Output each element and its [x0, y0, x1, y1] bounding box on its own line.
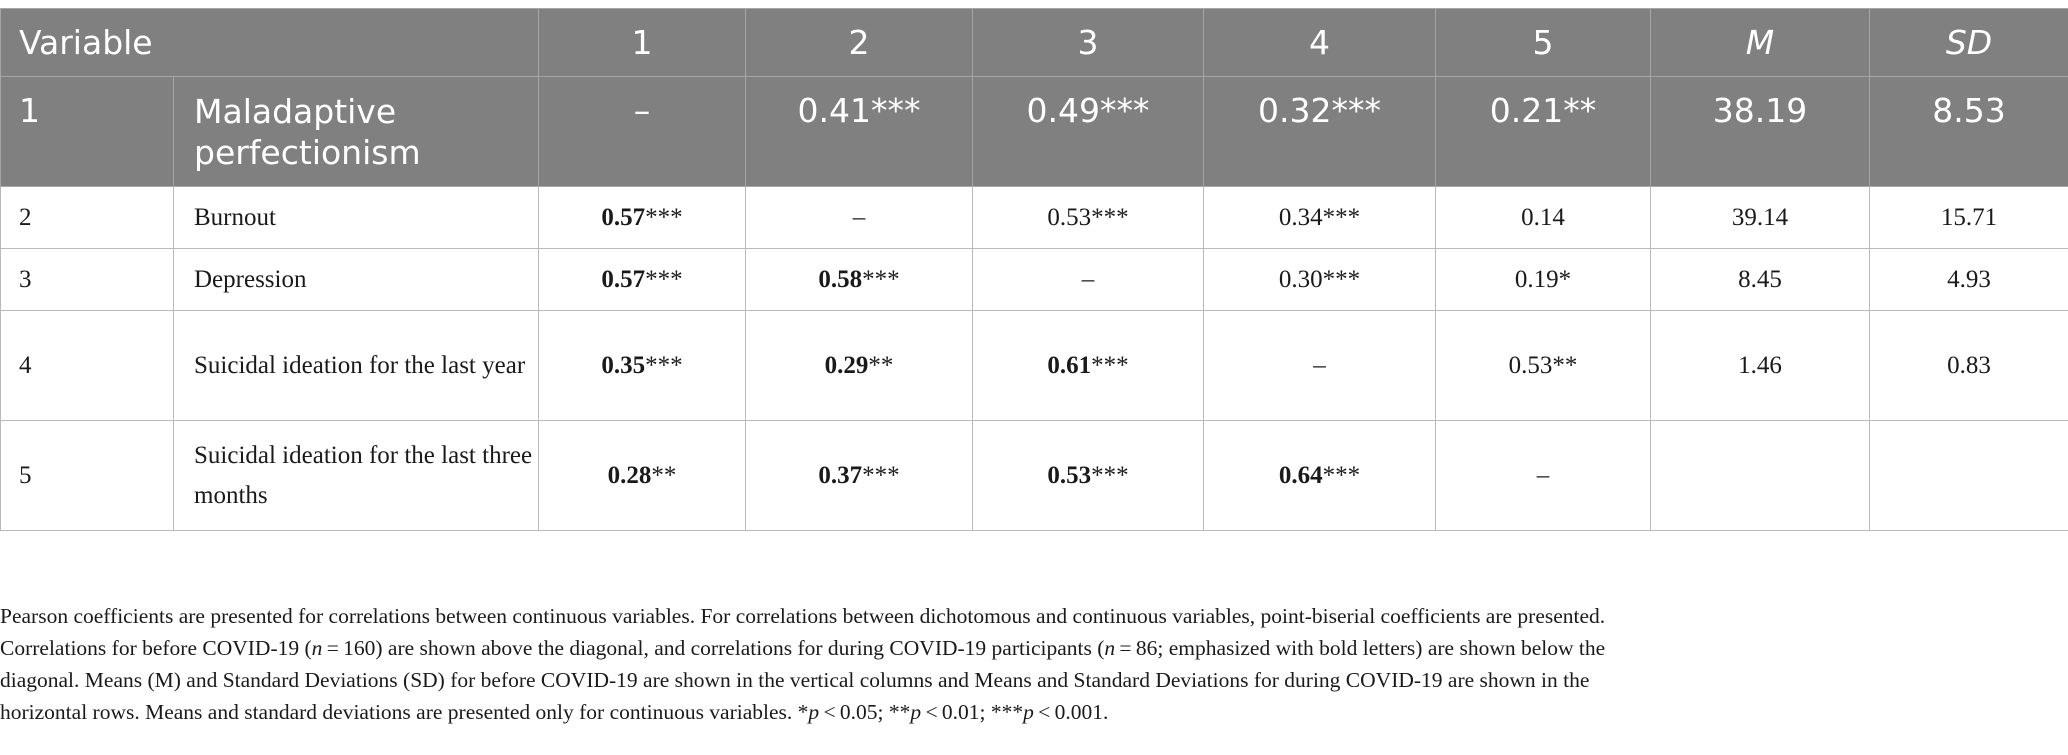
- table-row: [1, 311, 2068, 421]
- cell-c1: 0.57***: [539, 249, 746, 311]
- cell-c5: 0.53**: [1436, 311, 1651, 421]
- cell-mean: 38.19: [1651, 77, 1870, 187]
- footnote-line: Correlations for before COVID-19 (n = 160) are shown above the diagonal, and correlations for during COVID-19 participants (n = 86; emphasized with bold letters) are shown below the: [0, 636, 1606, 660]
- cell-c2: 0.37***: [746, 421, 973, 531]
- cell-mean: 1.46: [1651, 311, 1870, 421]
- row-number: 4: [1, 311, 174, 421]
- cell-c3: 0.53***: [973, 187, 1204, 249]
- cell-c4: 0.34***: [1204, 187, 1436, 249]
- cell-c1: 0.35***: [539, 311, 746, 421]
- header-row: [1, 9, 2068, 77]
- table-row: [1, 77, 2068, 187]
- cell-c3: 0.49***: [973, 77, 1204, 187]
- cell-sd: 15.71: [1870, 187, 2068, 249]
- footnote-line: diagonal. Means (M) and Standard Deviations (SD) for before COVID-19 are shown in the vertical columns and Means and Standard Deviations for during COVID-19 are shown in the: [0, 668, 1590, 692]
- row-number: 2: [1, 187, 174, 249]
- cell-sd: 0.83: [1870, 311, 2068, 421]
- cell-c2: 0.41***: [746, 77, 973, 187]
- header-variable: Variable: [1, 9, 539, 77]
- cell-c5: 0.14: [1436, 187, 1651, 249]
- header-mean: M: [1651, 9, 1870, 77]
- cell-sd: 4.93: [1870, 249, 2068, 311]
- header-sd: SD: [1870, 9, 2068, 77]
- cell-mean: 8.45: [1651, 249, 1870, 311]
- row-variable-name: Maladaptive perfectionism: [174, 77, 539, 187]
- cell-c4: 0.30***: [1204, 249, 1436, 311]
- cell-c3: 0.61***: [973, 311, 1204, 421]
- cell-c2: –: [746, 187, 973, 249]
- cell-c1: –: [539, 77, 746, 187]
- header-col-4: 4: [1204, 9, 1436, 77]
- cell-sd: 8.53: [1870, 77, 2068, 187]
- cell-mean: [1651, 421, 1870, 531]
- row-variable-name: Suicidal ideation for the last three months: [174, 421, 539, 531]
- header-col-5: 5: [1436, 9, 1651, 77]
- cell-c4: –: [1204, 311, 1436, 421]
- correlation-table: [0, 8, 2068, 531]
- cell-mean: 39.14: [1651, 187, 1870, 249]
- cell-c5: 0.21**: [1436, 77, 1651, 187]
- cell-c4: 0.64***: [1204, 421, 1436, 531]
- row-number: 3: [1, 249, 174, 311]
- row-variable-name: Depression: [174, 249, 539, 311]
- cell-c4: 0.32***: [1204, 77, 1436, 187]
- table-row: [1, 187, 2068, 249]
- footnote-line: Pearson coefficients are presented for correlations between continuous variables. For correlations between dichotomous and continuous variables, point-biserial coefficients are presented.: [0, 604, 1606, 628]
- row-number: 1: [1, 77, 174, 187]
- table-footnote: [0, 600, 2060, 728]
- cell-c2: 0.29**: [746, 311, 973, 421]
- cell-c5: –: [1436, 421, 1651, 531]
- cell-c1: 0.57***: [539, 187, 746, 249]
- header-col-2: 2: [746, 9, 973, 77]
- cell-c3: –: [973, 249, 1204, 311]
- row-number: 5: [1, 421, 174, 531]
- cell-sd: [1870, 421, 2068, 531]
- cell-c2: 0.58***: [746, 249, 973, 311]
- cell-c3: 0.53***: [973, 421, 1204, 531]
- header-col-1: 1: [539, 9, 746, 77]
- cell-c1: 0.28**: [539, 421, 746, 531]
- table-row: [1, 421, 2068, 531]
- header-col-3: 3: [973, 9, 1204, 77]
- table-row: [1, 249, 2068, 311]
- row-variable-name: Burnout: [174, 187, 539, 249]
- row-variable-name: Suicidal ideation for the last year: [174, 311, 539, 421]
- footnote-line: horizontal rows. Means and standard deviations are presented only for continuous variables. *p < 0.05; **p < 0.01; ***p < 0.001.: [0, 700, 1109, 724]
- cell-c5: 0.19*: [1436, 249, 1651, 311]
